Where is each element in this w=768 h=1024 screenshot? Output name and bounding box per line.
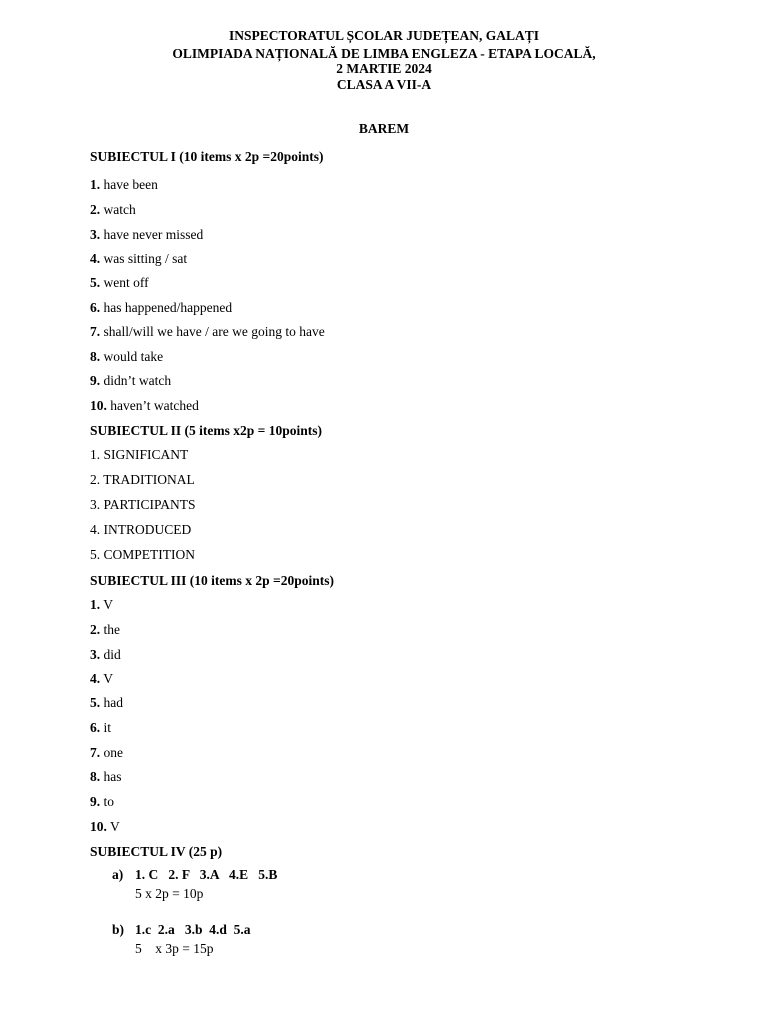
list-item: 1. SIGNIFICANT bbox=[90, 447, 189, 462]
section-1-heading: SUBIECTUL I (10 items x 2p =20points) bbox=[90, 149, 324, 164]
item-number: 1. bbox=[90, 597, 101, 612]
item-number: 6. bbox=[90, 720, 101, 735]
item-answer: shall/will we have / are we going to have bbox=[100, 324, 325, 339]
item-number: 10. bbox=[90, 398, 107, 413]
section-4-heading: SUBIECTUL IV (25 p) bbox=[90, 844, 223, 859]
part-a-label: a) bbox=[112, 867, 124, 882]
item-answer: it bbox=[100, 720, 112, 735]
list-item bbox=[90, 744, 123, 762]
list-item bbox=[90, 719, 111, 737]
item-answer: one bbox=[100, 745, 123, 760]
item-number: 4. bbox=[90, 251, 101, 266]
list-item: 3. PARTICIPANTS bbox=[90, 497, 196, 512]
item-answer: did bbox=[100, 647, 121, 662]
list-item bbox=[90, 372, 171, 390]
part-a-score: 5 x 2p = 10p bbox=[135, 886, 204, 901]
item-answer: the bbox=[100, 622, 120, 637]
list-item bbox=[90, 250, 187, 268]
section-2-heading: SUBIECTUL II (5 items x2p = 10points) bbox=[90, 423, 322, 438]
item-number: 5. bbox=[90, 275, 101, 290]
item-answer: had bbox=[100, 695, 123, 710]
part-b-score: 5 x 3p = 15p bbox=[135, 941, 214, 956]
item-answer: V bbox=[106, 819, 120, 834]
item-answer: haven’t watched bbox=[106, 398, 199, 413]
item-number: 7. bbox=[90, 324, 101, 339]
list-item bbox=[90, 176, 158, 194]
item-number: 8. bbox=[90, 349, 101, 364]
item-number: 6. bbox=[90, 300, 101, 315]
list-item bbox=[90, 274, 149, 292]
list-item bbox=[90, 397, 199, 415]
item-number: 3. bbox=[90, 227, 101, 242]
item-answer: would take bbox=[100, 349, 164, 364]
list-item bbox=[90, 596, 113, 614]
item-answer: V bbox=[100, 671, 114, 686]
section-3-heading: SUBIECTUL III (10 items x 2p =20points) bbox=[90, 573, 334, 588]
item-number: 5. bbox=[90, 695, 101, 710]
header-inspectorate: INSPECTORATUL ȘCOLAR JUDEȚEAN, GALAȚI bbox=[228, 28, 540, 43]
list-item bbox=[90, 793, 114, 811]
list-item bbox=[90, 646, 121, 664]
part-b-answers: 1.c 2.a 3.b 4.d 5.a bbox=[135, 922, 251, 937]
item-answer: went off bbox=[100, 275, 149, 290]
document-title: BAREM bbox=[358, 121, 410, 136]
item-number: 10. bbox=[90, 819, 107, 834]
item-answer: didn’t watch bbox=[100, 373, 172, 388]
item-number: 3. bbox=[90, 647, 101, 662]
item-number: 9. bbox=[90, 794, 101, 809]
item-answer: have never missed bbox=[100, 227, 204, 242]
item-number: 7. bbox=[90, 745, 101, 760]
item-number: 4. bbox=[90, 671, 101, 686]
list-item: 2. TRADITIONAL bbox=[90, 472, 195, 487]
list-item bbox=[90, 299, 232, 317]
list-item: 5. COMPETITION bbox=[90, 547, 195, 562]
part-a-answers: 1. C 2. F 3.A 4.E 5.B bbox=[135, 867, 278, 882]
item-number: 2. bbox=[90, 202, 101, 217]
item-answer: V bbox=[100, 597, 114, 612]
header-date: 2 MARTIE 2024 bbox=[336, 61, 432, 76]
header-olympiad: OLIMPIADA NAȚIONALĂ DE LIMBA ENGLEZA - ETAPA LOCALĂ, bbox=[172, 46, 596, 61]
item-answer: has happened/happened bbox=[100, 300, 233, 315]
item-answer: has bbox=[100, 769, 122, 784]
header-class: CLASA A VII-A bbox=[336, 77, 432, 92]
list-item bbox=[90, 201, 136, 219]
item-number: 9. bbox=[90, 373, 101, 388]
list-item bbox=[90, 768, 122, 786]
list-item bbox=[90, 323, 325, 341]
list-item bbox=[90, 818, 120, 836]
list-item bbox=[90, 348, 163, 366]
list-item bbox=[90, 226, 203, 244]
list-item bbox=[90, 670, 113, 688]
item-number: 8. bbox=[90, 769, 101, 784]
item-answer: watch bbox=[100, 202, 136, 217]
item-number: 1. bbox=[90, 177, 101, 192]
item-answer: to bbox=[100, 794, 115, 809]
item-answer: have been bbox=[100, 177, 158, 192]
part-b-label: b) bbox=[112, 922, 125, 937]
item-number: 2. bbox=[90, 622, 101, 637]
list-item bbox=[90, 694, 123, 712]
list-item bbox=[90, 621, 120, 639]
list-item: 4. INTRODUCED bbox=[90, 522, 192, 537]
item-answer: was sitting / sat bbox=[100, 251, 188, 266]
